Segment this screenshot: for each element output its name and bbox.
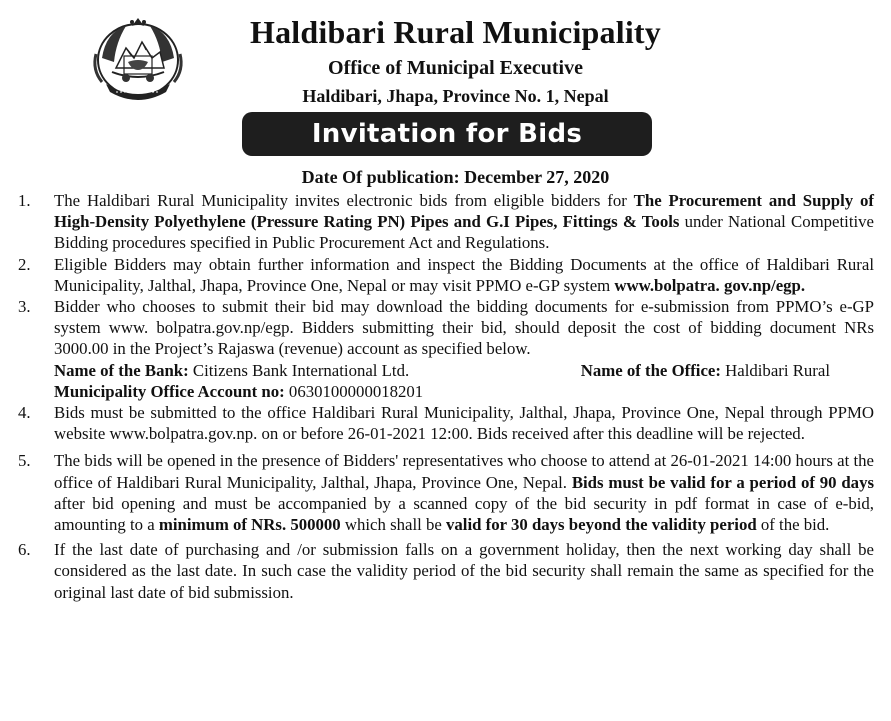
bank-name-value: Citizens Bank International Ltd.	[188, 360, 410, 380]
item-number: 2.	[18, 254, 31, 274]
bank-details-line	[54, 360, 874, 381]
page-title: Haldibari Rural Municipality	[250, 14, 661, 50]
item-text-part: under National Competitive Bidding procedures specified in Public Procurement Act and Regulations.	[54, 212, 874, 253]
bank-name-label: Name of the Bank:	[54, 360, 189, 380]
list-item	[18, 296, 874, 402]
item-text-part: which shall be	[340, 515, 447, 535]
publication-date: Date Of publication: December 27, 2020	[301, 167, 610, 187]
item-text-part: The bids will be opened in the presence of Bidders' representatives who choose to attend at 26-01-2021 14:00 hours at the office of Haldibari Rural Municipality, Jalthal, Jhapa, Province One, Nepal.	[54, 451, 874, 492]
notice-banner: Invitation for Bids	[242, 112, 652, 156]
item-text	[54, 296, 874, 402]
item-text-bold: valid for 30 days beyond the validity period	[446, 515, 757, 535]
office-name	[581, 360, 874, 381]
item-text: Bids must be submitted to the office Haldibari Rural Municipality, Jalthal, Jhapa, Province One, Nepal through PPMO website www.bolpatra.gov.np. on or before 26-01-2021 12:00. Bids received after this deadline will be rejected.	[54, 403, 874, 444]
account-line	[54, 381, 874, 402]
list-item	[18, 402, 874, 444]
item-text-part: The Haldibari Rural Municipality invites electronic bids from eligible bidders for	[54, 191, 634, 210]
item-text-bold: www.bolpatra. gov.np/egp.	[614, 275, 806, 295]
item-text-part: Bidder who chooses to submit their bid may download the bidding documents for e-submission from PPMO’s e-GP system www. bolpatra.gov.np/egp. Bidders submitting their bid, should deposit the cost of bidding document NRs 3000.00 in the Project’s Rajaswa (revenue) account as specified below.	[54, 297, 874, 359]
item-text	[54, 190, 874, 254]
account-value: 0630100000018201	[284, 381, 424, 401]
list-item	[18, 190, 874, 254]
office-name-label: Name of the Office:	[580, 360, 721, 380]
item-text-bold: The Procurement and Supply of High-Density Polyethylene (Pressure Rating PN) Pipes and G.I Pipes, Fittings & Tools	[54, 191, 875, 232]
item-text-bold: minimum of NRs. 500000	[158, 515, 341, 535]
item-text-bold: Bids must be valid for a period of 90 days	[571, 472, 874, 492]
office-name-value: Haldibari Rural	[720, 360, 830, 380]
office-address: Haldibari, Jhapa, Province No. 1, Nepal	[302, 86, 609, 106]
list-item	[18, 254, 874, 296]
item-number: 4.	[18, 403, 31, 423]
item-number: 5.	[18, 451, 31, 471]
item-text-part: of the bid.	[756, 515, 830, 535]
item-text-part: after bid opening and must be accompanied by a scanned copy of the bid security in pdf format in case of e-bid, amounting to a	[54, 493, 874, 535]
list-item	[18, 539, 874, 603]
item-text	[54, 254, 874, 296]
item-text: If the last date of purchasing and /or submission falls on a government holiday, then the next working day shall be considered as the last date. In such case the validity period of the bid security shall remain the same as specified for the original last date of bid submission.	[54, 540, 874, 602]
item-text	[54, 450, 874, 535]
item-number: 6.	[18, 540, 31, 560]
bid-items-list	[18, 190, 874, 603]
item-number: 3.	[18, 297, 31, 317]
bank-name	[54, 360, 409, 381]
office-subtitle: Office of Municipal Executive	[328, 57, 583, 79]
list-item	[18, 450, 874, 535]
item-number: 1.	[18, 191, 31, 210]
account-label: Municipality Office Account no:	[54, 381, 285, 401]
item-text-part: Eligible Bidders may obtain further information and inspect the Bidding Documents at the office of Haldibari Rural Municipality, Jalthal, Jhapa, Province One, Nepal or may visit PPMO e-GP system	[54, 254, 874, 295]
